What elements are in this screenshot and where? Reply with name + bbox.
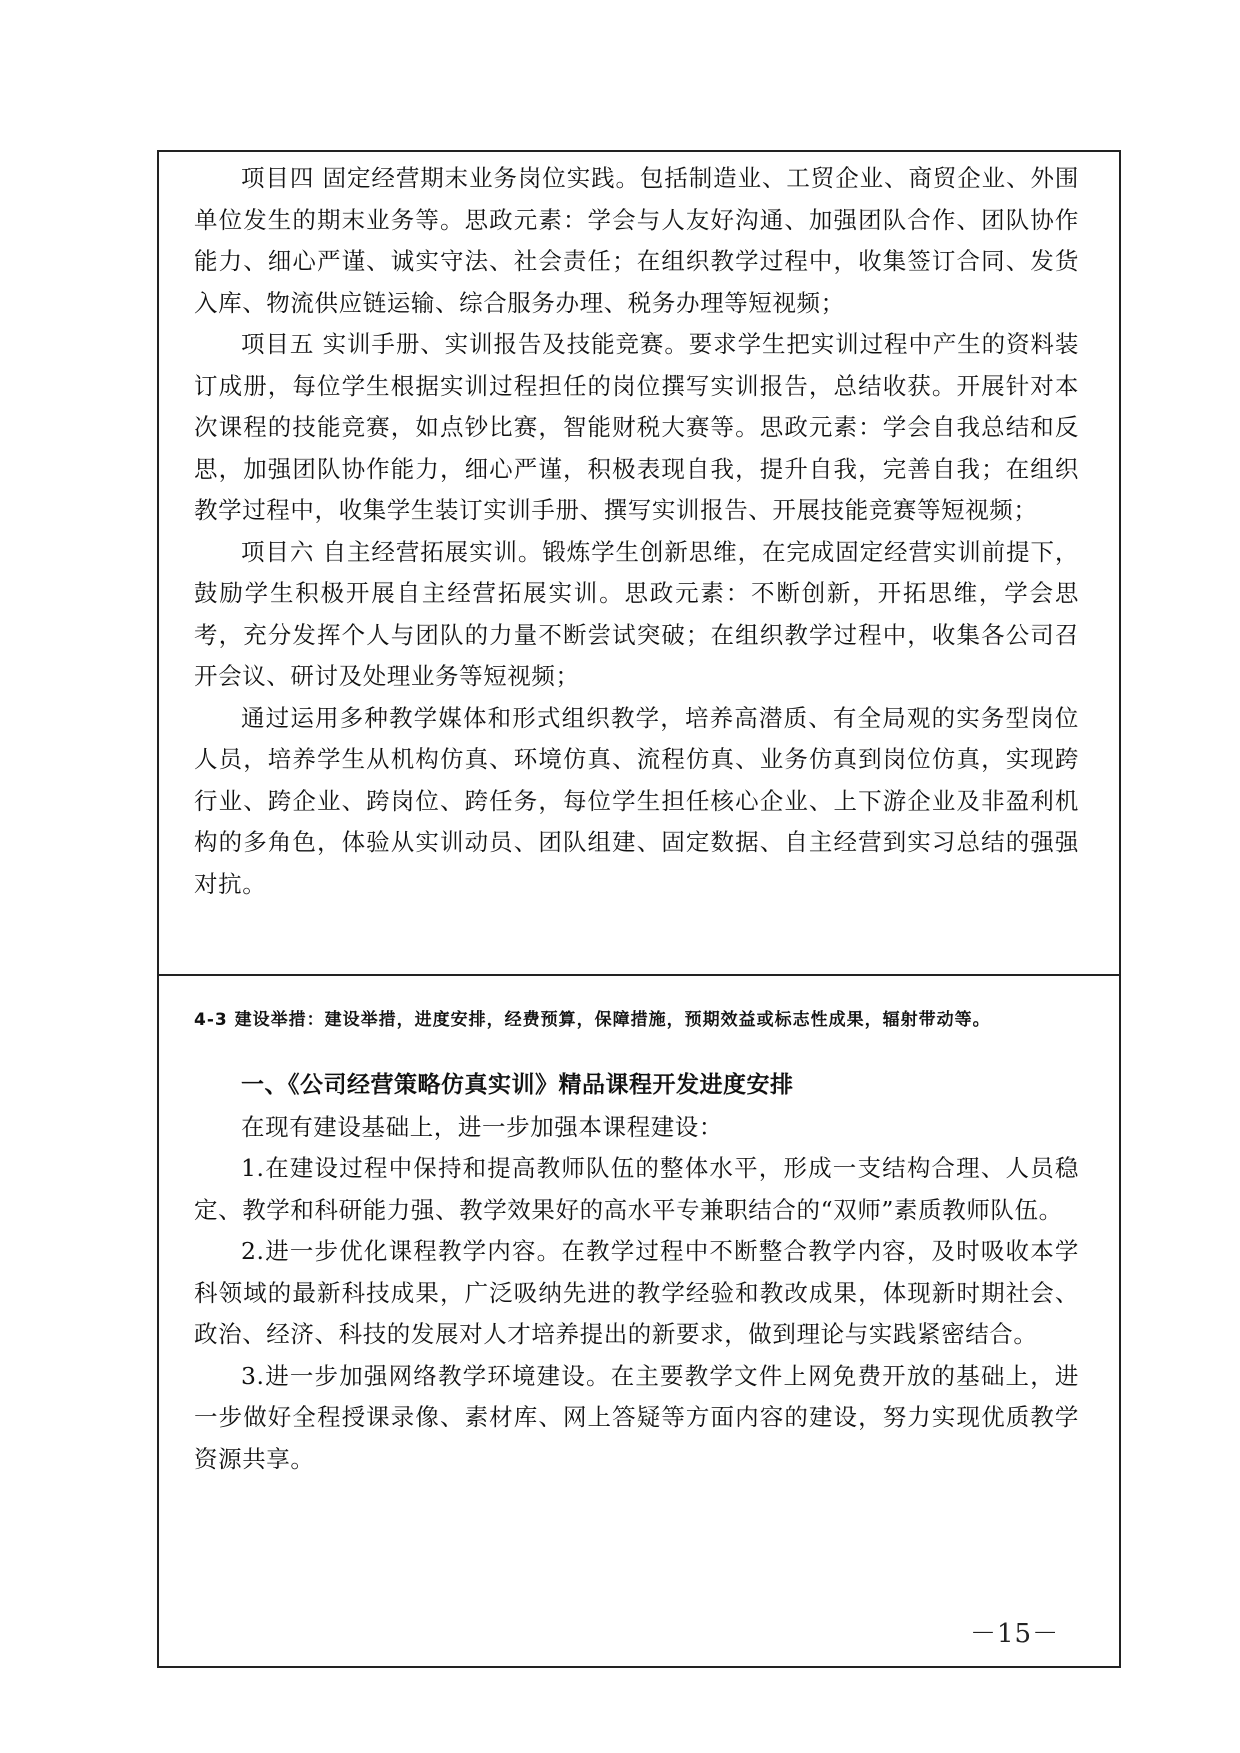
paragraph-item-1: 1.在建设过程中保持和提高教师队伍的整体水平，形成一支结构合理、人员稳定、教学和科研能力强、教学效果好的高水平专兼职结合的“双师”素质教师队伍。	[194, 1154, 1079, 1224]
paragraph-project-five: 项目五 实训手册、实训报告及技能竞赛。要求学生把实训过程中产生的资料装订成册，每位学生根据实训过程担任的岗位撰写实训报告，总结收获。开展针对本次课程的技能竞赛，如点钞比赛，智能财税大赛等。思政元素：学会自我总结和反思，加强团队协作能力，细心严谨，积极表现自我，提升自我，完善自我；在组织教学过程中，收集学生装订实训手册、撰写实训报告、开展技能竞赛等短视频；	[194, 330, 1079, 524]
section-title: 一、《公司经营策略仿真实训》精品课程开发进度安排	[241, 1072, 794, 1098]
paragraph-project-six: 项目六 自主经营拓展实训。锻炼学生创新思维，在完成固定经营实训前提下，鼓励学生积极开展自主经营拓展实训。思政元素：不断创新，开拓思维，学会思考，充分发挥个人与团队的力量不断尝试突破；在组织教学过程中，收集各公司召开会议、研讨及处理业务等短视频；	[194, 537, 1079, 690]
section-header-note: 4-3 建设举措：建设举措，进度安排，经费预算，保障措施，预期效益或标志性成果，辐射带动等。	[194, 1010, 991, 1030]
paragraph-item-3: 3.进一步加强网络教学环境建设。在主要教学文件上网免费开放的基础上，进一步做好全程授课录像、素材库、网上答疑等方面内容的建设，努力实现优质教学资源共享。	[194, 1361, 1079, 1473]
paragraph-item-2: 2.进一步优化课程教学内容。在教学过程中不断整合教学内容，及时吸收本学科领域的最新科技成果，广泛吸纳先进的教学经验和教改成果，体现新时期社会、政治、经济、科技的发展对人才培养提出的新要求，做到理论与实践紧密结合。	[194, 1237, 1079, 1348]
paragraph-intro: 在现有建设基础上，进一步加强本课程建设：	[241, 1112, 723, 1141]
table-cell-upper	[159, 152, 1119, 976]
table-cell-lower	[159, 976, 1119, 1666]
page-number: －15－	[970, 1619, 1060, 1649]
paragraph-project-four: 项目四 固定经营期末业务岗位实践。包括制造业、工贸企业、商贸企业、外围单位发生的期末业务等。思政元素：学会与人友好沟通、加强团队合作、团队协作能力、细心严谨、诚实守法、社会责任；在组织教学过程中，收集签订合同、发货入库、物流供应链运输、综合服务办理、税务办理等短视频；	[194, 164, 1079, 317]
form-table	[157, 150, 1121, 1668]
paragraph-summary: 通过运用多种教学媒体和形式组织教学，培养高潜质、有全局观的实务型岗位人员，培养学生从机构仿真、环境仿真、流程仿真、业务仿真到岗位仿真，实现跨行业、跨企业、跨岗位、跨任务，每位学生担任核心企业、上下游企业及非盈利机构的多角色，体验从实训动员、团队组建、固定数据、自主经营到实习总结的强强对抗。	[194, 703, 1079, 898]
